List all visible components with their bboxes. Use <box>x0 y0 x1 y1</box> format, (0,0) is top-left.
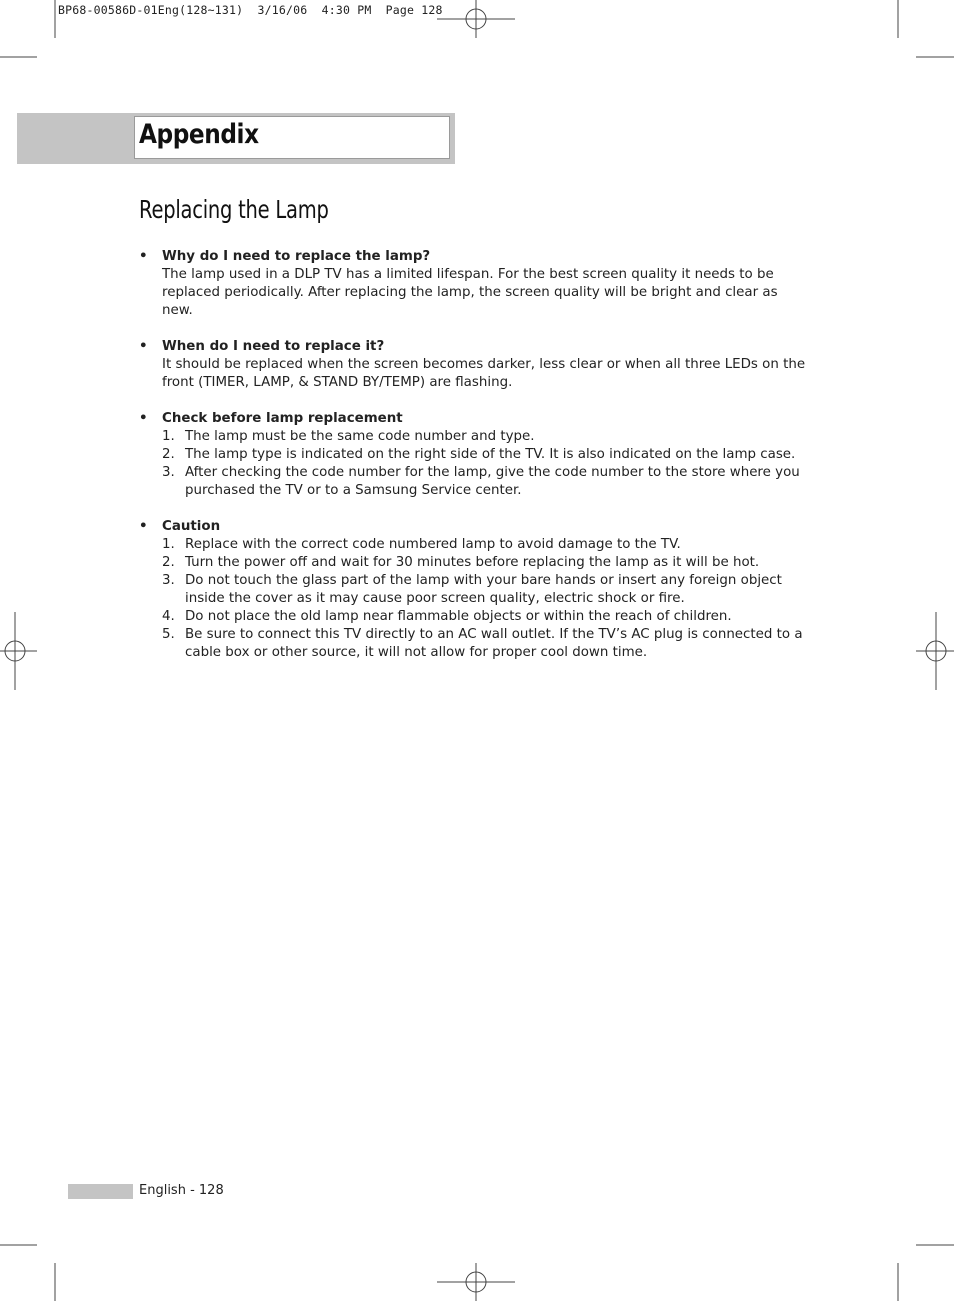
list-number: 1. <box>162 429 175 444</box>
list-item <box>162 572 809 608</box>
list-text: The lamp type is indicated on the right side of the TV. It is also indicated on the lamp case. <box>185 447 796 462</box>
section-question: Caution <box>162 519 221 534</box>
section-question: Check before lamp replacement <box>162 411 403 426</box>
list-text: Do not touch the glass part of the lamp with your bare hands or insert any foreign object inside the cover as it may cause poor screen quality, electric shock or fire. <box>185 573 782 606</box>
registration-mark-top <box>437 0 515 38</box>
bullet: • <box>139 339 148 354</box>
section-check-before <box>139 410 809 500</box>
list-text: The lamp must be the same code number and type. <box>185 429 535 444</box>
numbered-list <box>139 428 809 500</box>
section-question: When do I need to replace it? <box>162 339 385 354</box>
list-item <box>162 608 809 626</box>
list-number: 2. <box>162 555 175 570</box>
print-slug-line: BP68-00586D-01Eng(128~131) 3/16/06 4:30 PM Page 128 <box>58 3 443 17</box>
bullet: • <box>139 519 148 534</box>
section-title: Replacing the Lamp <box>139 195 329 224</box>
section-why-replace <box>139 248 809 320</box>
list-item <box>162 464 809 500</box>
section-paragraph: It should be replaced when the screen becomes darker, less clear or when all three LEDs on the front (TIMER, LAMP, & STAND BY/TEMP) are flashing. <box>162 357 806 390</box>
registration-mark-right <box>916 612 954 690</box>
list-text: Replace with the correct code numbered lamp to avoid damage to the TV. <box>185 537 681 552</box>
list-number: 5. <box>162 627 175 642</box>
section-paragraph: The lamp used in a DLP TV has a limited lifespan. For the best screen quality it needs to be replaced periodically. After replacing the lamp, the screen quality will be bright and clear as new. <box>162 267 778 318</box>
numbered-list <box>139 536 809 662</box>
list-item <box>162 446 809 464</box>
list-text: Be sure to connect this TV directly to an AC wall outlet. If the TV’s AC plug is connected to a cable box or other source, it will not allow for proper cool down time. <box>185 627 803 660</box>
list-number: 4. <box>162 609 175 624</box>
list-text: Do not place the old lamp near flammable objects or within the reach of children. <box>185 609 732 624</box>
footer-bar <box>68 1184 133 1199</box>
section-caution <box>139 518 809 662</box>
list-number: 3. <box>162 573 175 588</box>
list-number: 2. <box>162 447 175 462</box>
bullet: • <box>139 249 148 264</box>
content <box>139 248 809 680</box>
registration-mark-bottom <box>437 1263 515 1301</box>
bullet: • <box>139 411 148 426</box>
list-number: 1. <box>162 537 175 552</box>
page-title: Appendix <box>139 119 259 150</box>
list-item <box>162 626 809 662</box>
section-when-replace <box>139 338 809 392</box>
list-number: 3. <box>162 465 175 480</box>
list-item <box>162 554 809 572</box>
list-text: Turn the power off and wait for 30 minutes before replacing the lamp as it will be hot. <box>185 555 760 570</box>
registration-mark-left <box>0 612 37 690</box>
page-number: English - 128 <box>139 1183 224 1198</box>
list-item <box>162 536 809 554</box>
list-text: After checking the code number for the lamp, give the code number to the store where you purchased the TV or to a Samsung Service center. <box>185 465 800 498</box>
section-question: Why do I need to replace the lamp? <box>162 249 431 264</box>
list-item <box>162 428 809 446</box>
